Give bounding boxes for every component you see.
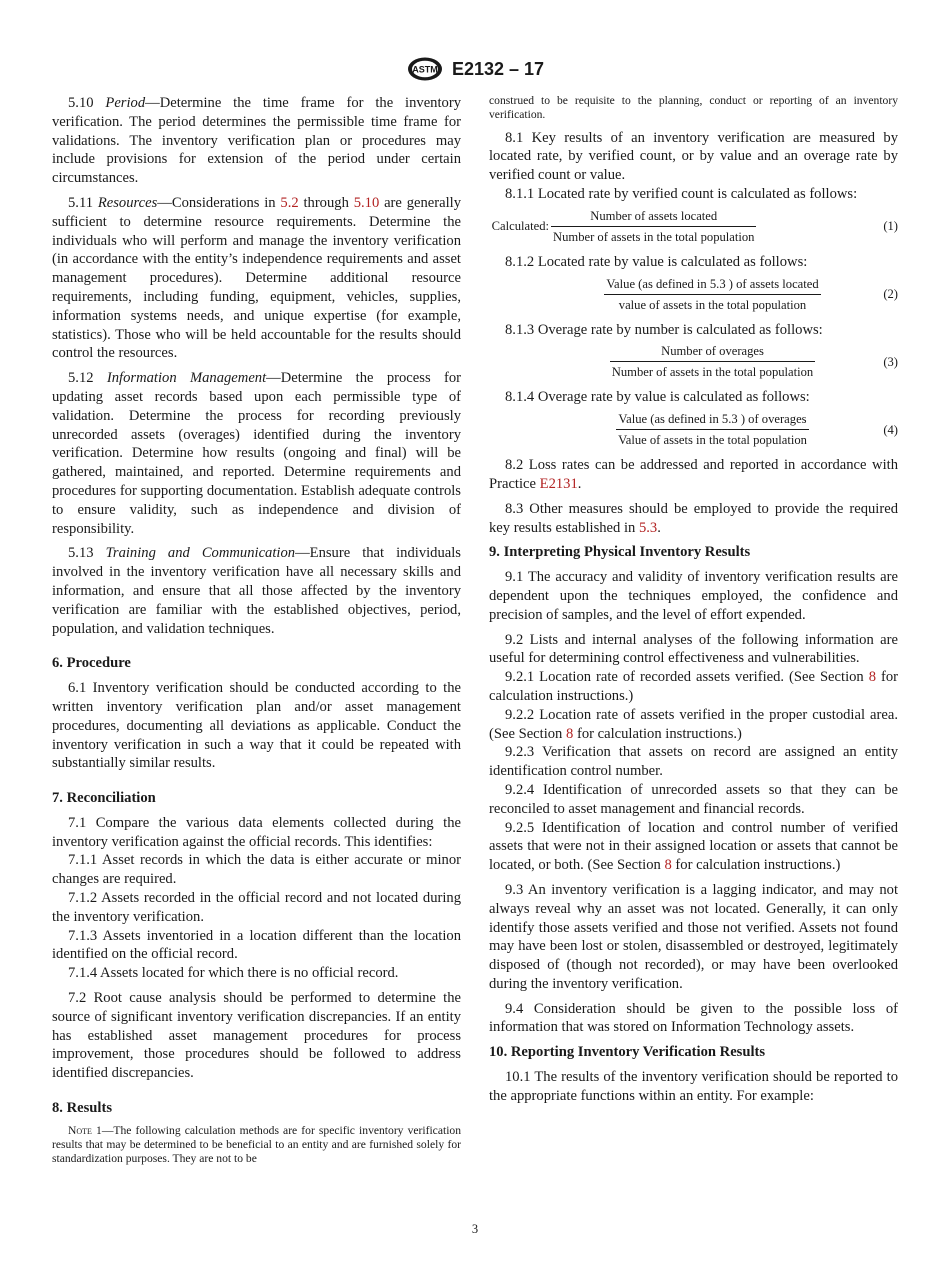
paragraph-5-11: 5.11 Resources—Considerations in 5.2 through 5.10 are generally sufficient to determine resource requirements. Determine the individuals who will perform and manage the inventory verification (in accordance with the entity’s independence requirements and asset management procedures). Determine additional resource requirements, including funding, equipment, vehicles, supplies, information systems needs, and unique expertise (for example, statistics). Those who will be held accountable for the results should control the resources. [52, 194, 461, 362]
paragraph-8-3: 8.3 Other measures should be employed to provide the required key results established in 5.3. [489, 500, 898, 536]
paragraph-9-2: 9.2 Lists and internal analyses of the following information are useful for determining control effectiveness and vulnerabilities. [489, 631, 898, 667]
equation-1-number: (1) [883, 219, 898, 234]
section-8-link[interactable]: 8 [868, 669, 876, 686]
equation-4-number: (4) [883, 422, 898, 437]
equation-2-numerator: Value (as defined in 5.3 ) of assets located [604, 276, 820, 295]
paragraph-5-10: 5.10 Period—Determine the time frame for the inventory verification. The period determines the permissible time frame for validations. The inventory verification plan or procedures may include provisions for extension of the period under certain circumstances. [52, 95, 461, 187]
standard-designation: E2132 – 17 [451, 58, 545, 79]
practice-e2131-link[interactable]: E2131 [539, 475, 578, 492]
equation-4 [489, 411, 898, 448]
note-1-continued: construed to be requisite to the planning, conduct or reporting of an inventory verification. [489, 94, 898, 122]
paragraph-9-4: 9.4 Consideration should be given to the possible loss of information that was stored on Information Technology assets. [489, 1000, 898, 1036]
right-column [489, 94, 898, 1112]
paragraph-8-1-2: 8.1.2 Located rate by value is calculated as follows: [505, 253, 808, 270]
section-8-link[interactable]: 8 [566, 725, 574, 742]
page-number: 3 [471, 1222, 479, 1236]
paragraph-9-2-4: 9.2.4 Identification of unrecorded assets so that they can be reconciled to asset management and financial records. [489, 781, 898, 817]
paragraph-10-1: 10.1 The results of the inventory verification should be reported to the appropriate functions within an entity. For example: [489, 1069, 898, 1104]
paragraph-7-1: 7.1 Compare the various data elements collected during the inventory verification against the official records. This identifies: [52, 814, 461, 850]
paragraph-7-1-2: 7.1.2 Assets recorded in the official record and not located during the inventory verification. [52, 890, 461, 925]
section-10-heading: 10. Reporting Inventory Verification Results [489, 1044, 766, 1061]
paragraph-8-2: 8.2 Loss rates can be addressed and reported in accordance with Practice E2131. [489, 457, 898, 492]
note-1: Note 1—The following calculation methods are for specific inventory verification results that may be determined to be beneficial to an entity and are furnished solely for standardization purposes. They are not to be [52, 1123, 462, 1166]
paragraph-7-1-4: 7.1.4 Assets located for which there is no official record. [68, 965, 399, 982]
paragraph-8-1-3: 8.1.3 Overage rate by number is calculated as follows: [505, 321, 823, 338]
paragraph-8-1-4: 8.1.4 Overage rate by value is calculated as follows: [505, 389, 810, 406]
section-8-link[interactable]: 8 [664, 857, 672, 874]
paragraph-8-1: 8.1 Key results of an inventory verification are measured by located rate, by verified count, or by value and an overage rate by verified count or value. [489, 129, 898, 184]
equation-3 [489, 343, 898, 380]
paragraph-6-1: 6.1 Inventory verification should be conducted according to the written inventory verification plan and/or asset management procedures, documenting all deviations as applicable. Conduct the inventory verification in such a way that it could be repeated with substantially similar results. [52, 680, 461, 772]
paragraph-9-2-2: 9.2.2 Location rate of assets verified in the proper custodial area. (See Section 8 for calculation instructions.) [489, 706, 898, 742]
section-5-10-link[interactable]: 5.10 [353, 194, 380, 211]
astm-logo-icon [406, 56, 444, 82]
paragraph-5-12: 5.12 Information Management—Determine the process for updating asset records based upon each permissible type of validation. Determine the process for recording previously unrecorded assets (overages) identified during the inventory verification. Determine how results (ongoing and final) will be gathered, maintained, and reported. Determine requirements and procedures for supporting documentation. Establish adequate controls to ensure validity, such as independence and division of responsibility. [52, 370, 461, 537]
equation-1-numerator: Number of assets located [551, 208, 756, 227]
equation-2-number: (2) [883, 287, 898, 302]
logo-text: ASTM [412, 64, 438, 75]
equation-3-number: (3) [883, 354, 898, 369]
equation-1-denominator: Number of assets in the total population [553, 229, 755, 244]
paragraph-5-13: 5.13 Training and Communication—Ensure that individuals involved in the inventory verification have all necessary skills and information, and ensure that all those affected by the inventory verification are familiar with the established objectives, period, population, and validation techniques. [52, 545, 461, 637]
paragraph-7-1-3: 7.1.3 Assets inventoried in a location different than the location identified on the official record. [52, 927, 461, 963]
equation-2-denominator: value of assets in the total population [618, 297, 807, 312]
section-5-3-link[interactable]: 5.3 [638, 519, 658, 536]
paragraph-9-2-1: 9.2.1 Location rate of recorded assets verified. (See Section 8 for calculation instructions.) [489, 669, 898, 704]
equation-4-denominator: Value of assets in the total population [618, 433, 807, 448]
paragraph-9-1: 9.1 The accuracy and validity of inventory verification results are dependent upon the techniques employed, the confidence and precision of samples, and the level of effort expended. [489, 569, 898, 623]
section-8-heading: 8. Results [52, 1100, 112, 1117]
left-column [52, 94, 461, 1173]
section-5-2-link[interactable]: 5.2 [280, 194, 299, 211]
paragraph-9-3: 9.3 An inventory verification is a lagging indicator, and may not always reveal why an asset was not located. Generally, it can only identify those assets verified and those not verified. Assets not found may have been lost or stolen, disassembled or destroyed, legitimately disposed of (though not recorded), or may have been overlooked during the inventory verification. [489, 881, 898, 992]
paragraph-7-2: 7.2 Root cause analysis should be performed to determine the source of significant inventory verification discrepancies. If an entity has established asset management procedures for process improvement, those procedures should be followed to address identified discrepancies. [52, 990, 461, 1082]
paragraph-8-1-1: 8.1.1 Located rate by verified count is calculated as follows: [505, 185, 858, 202]
equation-1 [489, 208, 898, 245]
paragraph-7-1-1: 7.1.1 Asset records in which the data is either accurate or minor changes are required. [52, 852, 461, 888]
equation-3-numerator: Number of overages [610, 343, 815, 362]
page-header [0, 56, 950, 82]
equation-3-denominator: Number of assets in the total population [611, 365, 814, 380]
equation-2 [489, 276, 898, 313]
paragraph-9-2-5: 9.2.5 Identification of location and control number of verified assets that were not in their assigned location or assets that cannot be located, or both. (See Section 8 for calculation instructions.) [489, 819, 898, 874]
section-6-heading: 6. Procedure [52, 655, 131, 672]
paragraph-9-2-3: 9.2.3 Verification that assets on record are assigned an entity identification control number. [489, 744, 898, 780]
equation-1-lhs: Calculated: [491, 219, 549, 234]
equation-4-numerator: Value (as defined in 5.3 ) of overages [616, 411, 809, 430]
section-7-heading: 7. Reconciliation [52, 790, 156, 807]
section-9-heading: 9. Interpreting Physical Inventory Results [489, 544, 751, 561]
